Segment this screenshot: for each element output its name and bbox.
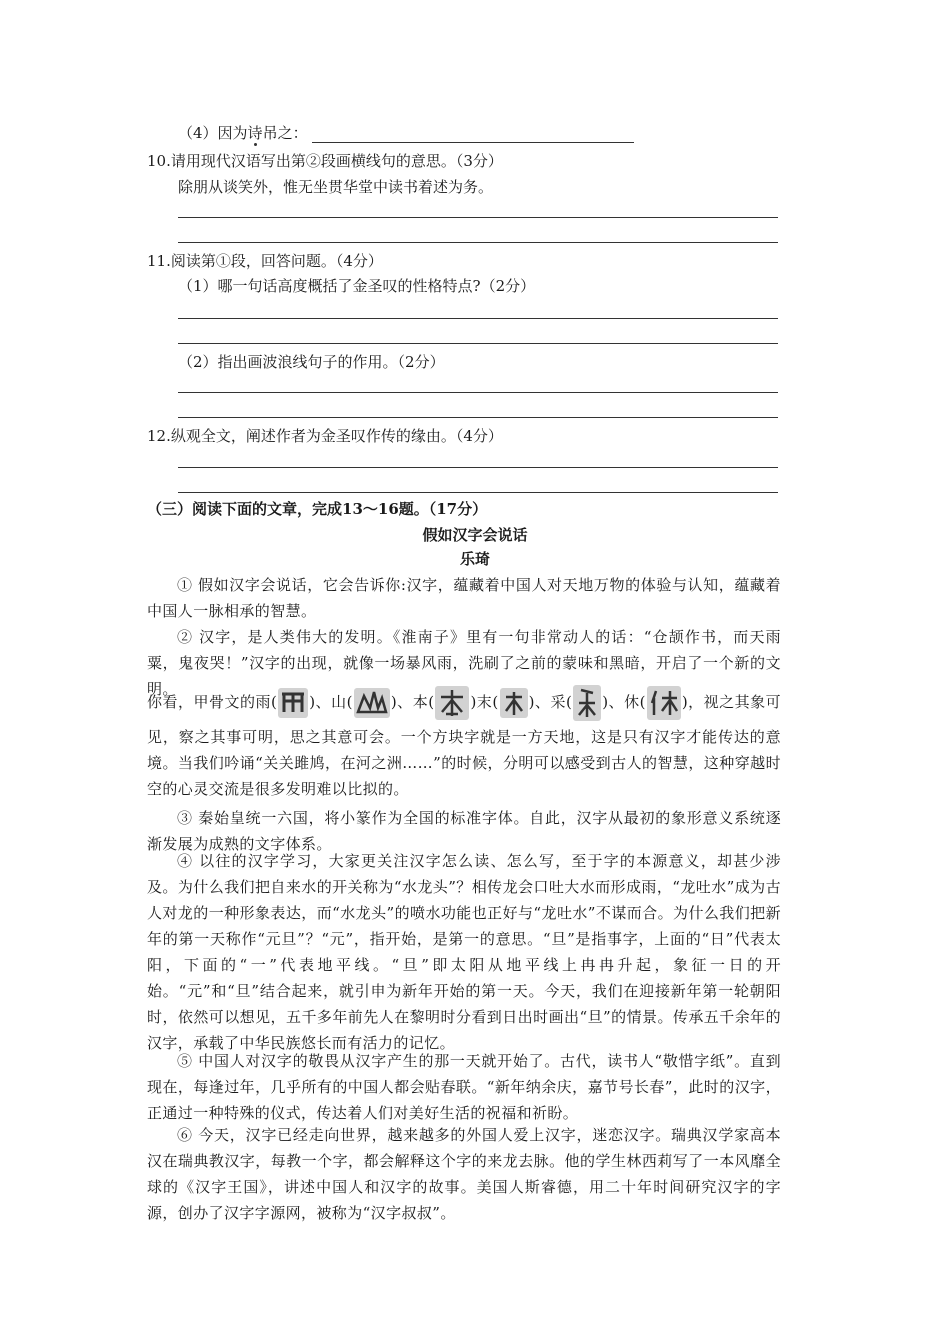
char-pick: 采 — [550, 693, 566, 711]
p2-continuation: ，视之其象可见，察之其事可明，思之其意可会。一个方块字就是一方天地，这是只有汉字才能传达的意境。当我们吟诵“关关雎鸠，在河之洲……”的时候，分明可以感受到古人的智慧，这种穿越时空的心灵交流是很多发明难以比拟的。 — [147, 693, 782, 798]
q11-question: 11.阅读第①段，回答问题。（4分） — [147, 252, 383, 270]
char-rain: 雨 — [255, 693, 271, 711]
oracle-end-icon — [500, 688, 528, 718]
char-root: 本 — [412, 693, 429, 711]
oracle-root-icon — [435, 686, 469, 720]
close-paren: ) — [390, 693, 398, 711]
separator: 、 — [315, 693, 332, 711]
article-title: 假如汉字会说话 — [422, 526, 528, 544]
q10-question: 10.请用现代汉语写出第②段画横线句的意思。（3分） — [147, 152, 503, 170]
q12-question: 12.纵观全文，阐述作者为金圣叹作传的缘由。（4分） — [147, 427, 503, 445]
open-paren: ( — [346, 693, 353, 711]
oracle-rest-icon — [647, 686, 681, 720]
oracle-pick-icon — [573, 685, 601, 721]
separator: 、 — [534, 693, 551, 711]
answer-blank[interactable] — [312, 126, 634, 143]
paragraph-3: ③ 秦始皇统一六国，将小篆作为全国的标准字体。自此，汉字从最初的象形意义系统逐渐发展为成熟的文字体系。 — [147, 809, 781, 853]
paragraph-4: ④ 以往的汉字学习，大家更关注汉字怎么读、怎么写，至于字的本源意义，却甚少涉及。为什么我们把自来水的开关称为“水龙头”？相传龙会口吐大水而形成雨，“龙吐水”成为古人对龙的一种形象表达，而“水龙头”的喷水功能也正好与“龙吐水”不谋而合。为什么我们把新年的第一天称作“元旦”？“元”，指开始，是第一的意思。“旦”是指事字，上面的“日”代表太阳，下面的“一”代表地平线。“旦”即太阳从地平线上冉冉升起，象征一日的开始。“元”和“旦”结合起来，就引申为新年开始的第一天。今天，我们在迎接新年第一轮朝阳时，依然可以想见，五千多年前先人在黎明时分看到日出时画出“旦”的情景。传承五千余年的汉字，承载了中华民族悠长而有活力的记忆。 — [147, 852, 781, 1052]
answer-line[interactable] — [178, 318, 778, 319]
oracle-mountain-icon — [354, 688, 390, 718]
separator: 、 — [397, 693, 413, 711]
open-paren: ( — [639, 693, 646, 711]
close-paren: ) — [309, 693, 316, 711]
oracle-rain-icon — [278, 688, 308, 718]
p2-intro: 你看，甲骨文的 — [147, 693, 256, 711]
close-paren: ) — [470, 693, 477, 711]
q10-sentence: 除朋从谈笑外，惟无坐贯华堂中读书着述为务。 — [178, 178, 494, 196]
answer-line[interactable] — [178, 343, 778, 344]
q11-sub2: （2）指出画波浪线句子的作用。（2分） — [178, 353, 445, 371]
answer-line[interactable] — [178, 492, 778, 493]
char-mountain: 山 — [331, 693, 347, 711]
section-heading: （三）阅读下面的文章，完成13～16题。（17分） — [147, 500, 488, 518]
q9-sub4-prefix: （4）因为 — [178, 124, 248, 142]
char-rest: 休 — [624, 693, 640, 711]
close-paren: ) — [602, 693, 609, 711]
q9-sub4 — [178, 123, 634, 143]
separator: 、 — [608, 693, 625, 711]
open-paren: ( — [492, 693, 499, 711]
answer-line[interactable] — [178, 217, 778, 218]
q11-sub1: （1）哪一句话高度概括了金圣叹的性格特点?（2分） — [178, 277, 536, 295]
answer-line[interactable] — [178, 417, 778, 418]
answer-line[interactable] — [178, 467, 778, 468]
article-author: 乐琦 — [459, 550, 490, 568]
q9-sub4-suffix: 吊之： — [262, 124, 308, 142]
answer-line[interactable] — [178, 392, 778, 393]
close-paren: ) — [528, 693, 535, 711]
close-paren: ) — [681, 693, 689, 711]
open-paren: ( — [428, 693, 435, 711]
q9-sub4-dotted-char: 诗 — [247, 124, 263, 142]
paragraph-2a: ② 汉字，是人类伟大的发明。《淮南子》里有一句非常动人的话：“仓颉作书，而天雨粟，鬼夜哭！”汉字的出现，就像一场暴风雨，洗刷了之前的蒙味和黑暗，开启了一个新的文明。 — [147, 628, 781, 698]
open-paren: ( — [270, 693, 278, 711]
answer-line[interactable] — [178, 242, 778, 243]
open-paren: ( — [565, 693, 573, 711]
paragraph-6: ⑥ 今天，汉字已经走向世界，越来越多的外国人爱上汉字，迷恋汉字。瑞典汉学家高本汉在瑞典教汉字，每教一个字，都会解释这个字的来龙去脉。他的学生林西莉写了一本风靡全球的《汉字王国》，讲述中国人和汉字的故事。美国人斯睿德，用二十年时间研究汉字的字源，创办了汉字字源网，被称为“汉字叔叔”。 — [147, 1126, 781, 1222]
paragraph-2b — [147, 680, 781, 802]
paragraph-5: ⑤ 中国人对汉字的敬畏从汉字产生的那一天就开始了。古代，读书人“敬惜字纸”。直到现在，每逢过年，几乎所有的中国人都会贴春联。“新年纳余庆，嘉节号长春”，此时的汉字，正通过一种特殊的仪式，传达着人们对美好生活的祝福和祈盼。 — [147, 1052, 781, 1122]
char-end: 末 — [476, 693, 493, 711]
paragraph-1: ① 假如汉字会说话，它会告诉你:汉字，蕴藏着中国人对天地万物的体验与认知，蕴藏着中国人一脉相承的智慧。 — [147, 576, 781, 620]
